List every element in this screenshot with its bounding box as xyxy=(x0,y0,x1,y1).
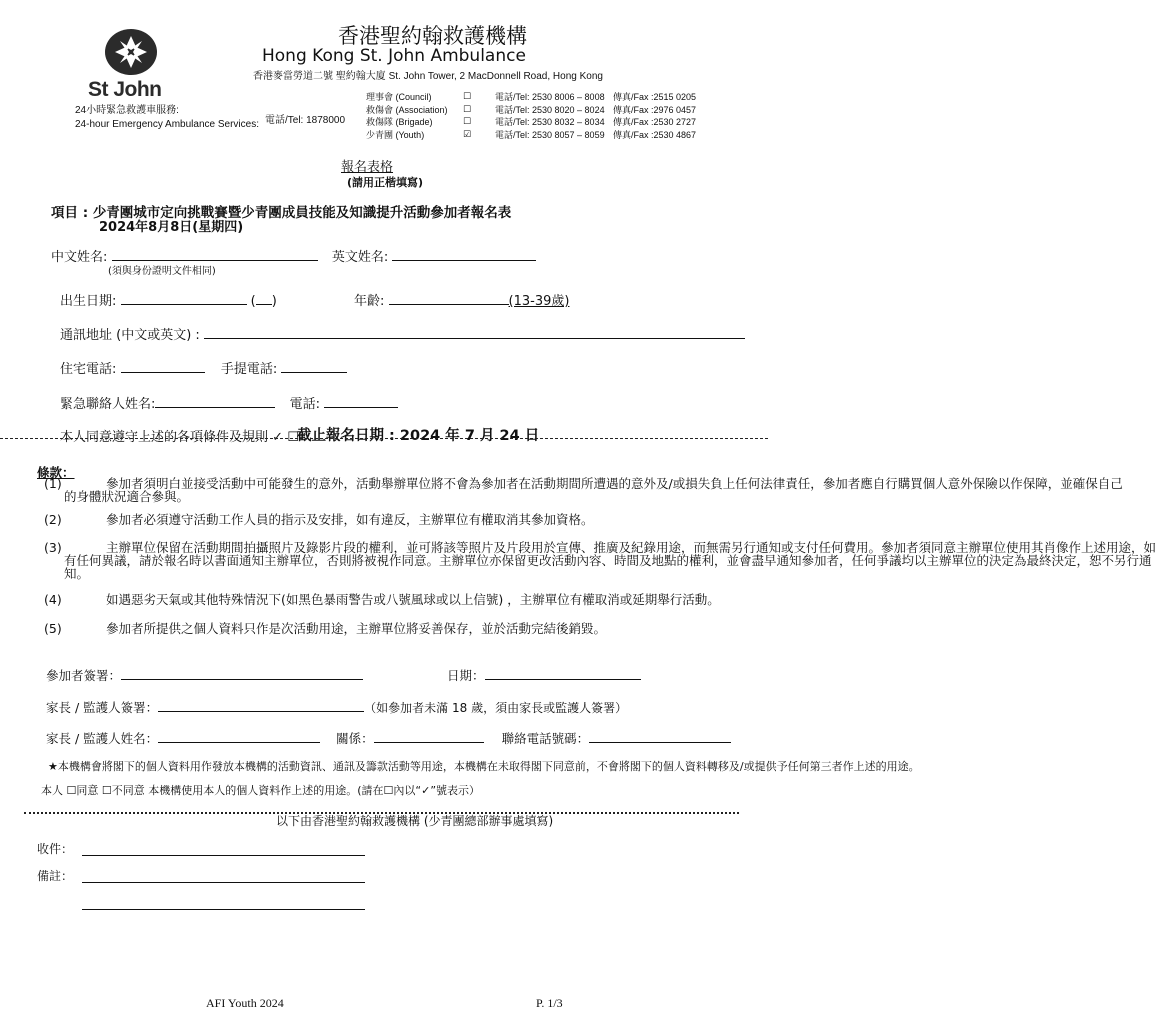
contact-fax: 傳真/Fax :2515 0205 xyxy=(613,92,697,102)
contact-checkbox-column xyxy=(463,91,471,141)
contact-fax: 傳真/Fax :2976 0457 xyxy=(613,104,697,115)
participant-date-input[interactable] xyxy=(485,665,641,680)
contact-tel: 電話/Tel: 2530 8006 – 8008 xyxy=(495,92,605,102)
birth-date-input[interactable] xyxy=(121,290,247,305)
receive-label: 收件： xyxy=(37,842,74,856)
org-address: 香港麥當勞道二號 聖約翰大廈 St. John Tower, 2 MacDonnell Road, Hong Kong xyxy=(253,71,603,82)
term-item-2: (2) 參加者必須遵守活動工作人員的指示及安排，如有違反，主辦單位有權取消其參加資格。 xyxy=(44,512,594,527)
form-title: 報名表格 xyxy=(341,160,394,175)
relation-input[interactable] xyxy=(374,728,484,743)
privacy-choice-row: 本人 ☐同意 ☐不同意 本機構使用本人的個人資料作上述的用途。(請在☐內以“✓”號表示） xyxy=(41,784,481,797)
form-subtitle: (請用正楷填寫) xyxy=(347,176,424,189)
dashed-separator xyxy=(0,438,768,439)
term-item-4: (4) 如遇惡劣天氣或其他特殊情況下(如黑色暴雨警告或八號風球或以上信號) ，主辦單位有權取消或延期舉行活動。 xyxy=(44,592,720,607)
receive-line[interactable] xyxy=(82,855,365,856)
star-icon: ★ xyxy=(48,760,58,773)
parent-signature-row: 家長 / 監護人簽署： （如參加者未滿 18 歲，須由家長或監護人簽署） xyxy=(46,697,627,716)
contact-phone-input[interactable] xyxy=(589,728,731,743)
remarks-line-2[interactable] xyxy=(82,909,365,910)
terms-heading: 條款： xyxy=(37,465,75,480)
address-input[interactable] xyxy=(204,324,745,339)
subject-line: 項目 : 少青團城市定向挑戰賽暨少青團成員技能及知識提升活動參加者報名表 xyxy=(51,205,512,221)
contact-checkbox[interactable]: ☐ xyxy=(463,92,472,102)
logo-text: St John xyxy=(88,78,162,101)
emergency-phone-input[interactable] xyxy=(324,393,398,408)
parent-signature-input[interactable] xyxy=(158,697,364,712)
contact-checkbox[interactable]: ☐ xyxy=(463,117,472,127)
disagree-checkbox[interactable]: ☐不同意 xyxy=(101,784,145,797)
footer-page-number: P. 1/3 xyxy=(536,996,563,1010)
term-item-1: (1) 參加者須明白並接受活動中可能發生的意外，活動舉辦單位將不會為參加者在活動期間所遭遇的意外及/或損失負上任何法律責任，參加者應自行購買個人意外保險以作保障，並確保自己 的身體狀況適合參與。 xyxy=(44,476,1123,504)
chinese-name-row: 中文姓名: 英文姓名: xyxy=(51,246,536,265)
contact-dept: 救傷會 (Association) xyxy=(366,104,448,115)
consent-row: 本人同意遵守上述的各項條件及規則 ✓ ☐ xyxy=(60,430,299,445)
chinese-name-input[interactable] xyxy=(112,246,318,261)
parent-name-row: 家長 / 監護人姓名： 關係： 聯絡電話號碼： xyxy=(46,728,731,747)
address-row: 通訊地址 (中文或英文) : xyxy=(60,324,745,343)
home-phone-input[interactable] xyxy=(121,358,205,373)
remarks-label: 備註： xyxy=(37,869,74,883)
emergency-contact-input[interactable] xyxy=(155,393,275,408)
participant-signature-row: 參加者簽署： xyxy=(46,665,363,684)
birth-date-row: 出生日期: ( ) xyxy=(60,290,277,309)
org-english-name: Hong Kong St. John Ambulance xyxy=(262,46,526,66)
office-use-heading: 以下由香港聖約翰救護機構 (少青團總部辦事處填寫) xyxy=(276,814,554,828)
contact-dept: 理事會 (Council) xyxy=(366,92,432,102)
emergency-label: 24小時緊急救護車服務: 24-hour Emergency Ambulance Services: xyxy=(75,105,259,130)
contact-dept: 救傷隊 (Brigade) xyxy=(366,117,433,127)
birth-extra-input[interactable] xyxy=(256,290,272,305)
contact-fax: 傳真/Fax :2530 4867 xyxy=(613,129,697,140)
contact-fax-column xyxy=(613,91,696,141)
contact-fax: 傳真/Fax :2530 2727 xyxy=(613,117,697,127)
emergency-contact-row: 緊急聯絡人姓名: 電話: xyxy=(60,393,398,412)
agree-checkbox[interactable]: ☐同意 xyxy=(66,784,99,797)
phone-row: 住宅電話: 手提電話: xyxy=(60,358,347,377)
mobile-input[interactable] xyxy=(281,358,347,373)
age-input[interactable] xyxy=(389,290,509,305)
remarks-line-1[interactable] xyxy=(82,882,365,883)
org-chinese-name: 香港聖約翰救護機構 xyxy=(338,24,527,48)
contact-checkbox[interactable]: ☑ xyxy=(463,129,472,140)
contact-checkbox[interactable]: ☐ xyxy=(463,104,472,115)
contact-tel: 電話/Tel: 2530 8057 – 8059 xyxy=(495,129,605,140)
term-item-3: (3) 主辦單位保留在活動期間拍攝照片及錄影片段的權利，並可將該等照片及片段用於宣傳、推廣及紀錄用途，而無需另行通知或支付任何費用。參加者須同意主辦單位使用其肖像作上述用途，如 有任何異議，請於報名時以書面通知主辦單位，否則將被視作同意。主辦單位亦保留更改活動內容、時間及地點的權利，並會盡早通知參加者，任何爭議均以主辦單位的決定為最終決定，恕不另行通 知。 xyxy=(44,540,1156,581)
emergency-tel: 電話/Tel: 1878000 xyxy=(265,115,346,126)
deadline-text: 截止報名日期 : 2024 年 7 月 24 日 xyxy=(297,428,540,444)
footer-left: AFI Youth 2024 xyxy=(206,996,284,1010)
term-item-5: (5) 參加者所提供之個人資料只作是次活動用途，主辦單位將妥善保存，並於活動完結後銷毀。 xyxy=(44,621,607,636)
chinese-name-note: (須與身份證明文件相同) xyxy=(108,266,216,277)
english-name-input[interactable] xyxy=(392,246,536,261)
participant-signature-input[interactable] xyxy=(121,665,363,680)
st-john-logo xyxy=(88,28,190,102)
contact-tel: 電話/Tel: 2530 8020 – 8024 xyxy=(495,104,605,115)
consent-tick: ✓ xyxy=(272,430,284,445)
age-row: 年齡: (13-39歲) xyxy=(354,290,569,309)
contact-tel-column xyxy=(495,91,605,141)
participant-date-row: 日期： xyxy=(447,665,641,684)
contact-dept: 少青團 (Youth) xyxy=(366,129,425,140)
event-date: 2024年8月8日(星期四) xyxy=(99,220,244,235)
contact-tel: 電話/Tel: 2530 8032 – 8034 xyxy=(495,117,605,127)
parent-name-input[interactable] xyxy=(158,728,320,743)
st-john-cross-icon xyxy=(100,28,190,78)
consent-checkbox[interactable]: ☐ xyxy=(287,430,299,445)
contact-dept-column xyxy=(366,91,448,141)
privacy-note: ★本機構會將閣下的個人資料用作發放本機構的活動資訊、通訊及籌款活動等用途，本機構在未取得閣下同意前，不會將閣下的個人資料轉移及/或提供予任何第三者作上述的用途。 xyxy=(48,760,920,773)
